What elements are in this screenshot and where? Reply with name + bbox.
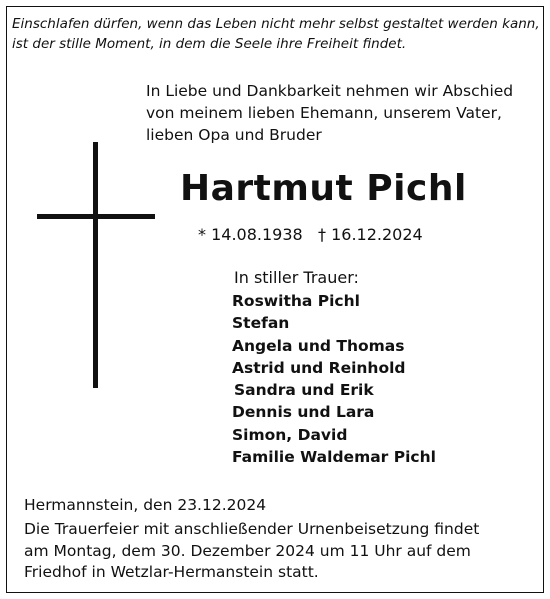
motto — [12, 14, 540, 54]
motto-line: ist der stille Moment, in dem die Seele ihre Freiheit findet. — [12, 36, 407, 52]
service-details — [24, 519, 539, 584]
mourners-list — [232, 290, 436, 468]
intro-line: von meinem lieben Ehemann, unserem Vater, — [146, 104, 502, 122]
cross-vertical-bar — [93, 142, 98, 388]
service-line: am Montag, dem 30. Dezember 2024 um 11 Uhr auf dem — [24, 541, 471, 560]
mourner-name: Roswitha Pichl — [232, 292, 360, 310]
mourning-title: In stiller Trauer: — [234, 268, 359, 287]
motto-line: Einschlafen dürfen, wenn das Leben nicht mehr selbst gestaltet werden kann, — [12, 16, 540, 32]
mourner-name: Angela und Thomas — [232, 336, 405, 355]
intro-line: In Liebe und Dankbarkeit nehmen wir Abschied — [146, 82, 514, 100]
service-line: Friedhof in Wetzlar-Hermanstein statt. — [24, 563, 319, 581]
mourner-name: Simon, David — [232, 425, 348, 444]
mourner-name: Dennis und Lara — [232, 403, 375, 422]
intro-text — [146, 80, 536, 146]
death-date: † 16.12.2024 — [318, 225, 423, 244]
cross-horizontal-bar — [37, 214, 155, 219]
deceased-name: Hartmut Pichl — [180, 168, 467, 209]
mourner-name: Familie Waldemar Pichl — [232, 448, 436, 467]
mourner-name: Astrid und Reinhold — [232, 358, 406, 377]
intro-line: lieben Opa und Bruder — [146, 126, 322, 144]
place-and-date: Hermannstein, den 23.12.2024 — [24, 496, 267, 514]
mourner-name: Stefan — [232, 314, 290, 333]
service-line: Die Trauerfeier mit anschließender Urnenbeisetzung findet — [24, 520, 480, 538]
birth-date: * 14.08.1938 — [198, 225, 303, 244]
mourner-name: Sandra und Erik — [234, 381, 374, 400]
